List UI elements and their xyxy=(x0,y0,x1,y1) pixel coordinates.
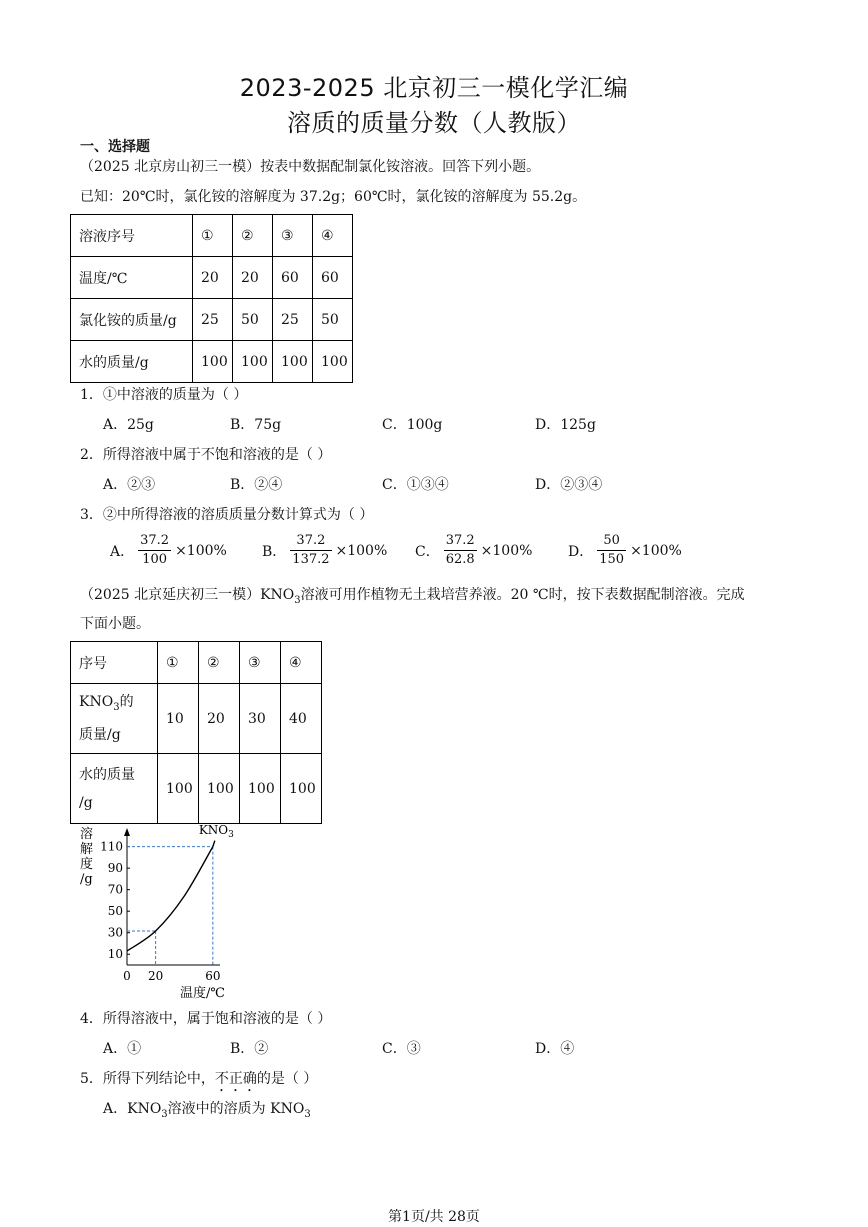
question-3-option-c[interactable] xyxy=(415,532,532,569)
table-header-cell: ① xyxy=(158,642,199,684)
y-axis-label-char: 度 xyxy=(80,857,94,872)
question-5-stem xyxy=(80,1068,317,1095)
table-row-label: 氯化铵的质量/g xyxy=(71,299,193,341)
numerator: 50 xyxy=(597,532,626,551)
group2-intro-line2: 下面小题。 xyxy=(80,616,150,632)
denominator: 62.8 xyxy=(445,552,475,567)
label-text: /g xyxy=(79,794,93,811)
table-cell: 100 xyxy=(273,341,313,383)
y-tick-label: 70 xyxy=(107,882,123,897)
x-tick-label: 0 xyxy=(123,969,131,983)
question-1-option-c[interactable]: C．100g xyxy=(382,417,443,433)
percent-suffix: ×100% xyxy=(480,542,533,559)
fraction xyxy=(597,532,626,569)
question-3-option-a[interactable] xyxy=(110,532,227,569)
subscript: 3 xyxy=(304,1108,311,1120)
table-header-cell: ③ xyxy=(273,215,313,257)
table-header-cell: 溶液序号 xyxy=(71,215,193,257)
y-tick-label: 30 xyxy=(107,925,123,940)
question-4-stem: 4．所得溶液中，属于饱和溶液的是（ ） xyxy=(80,1011,332,1027)
table-cell: 100 xyxy=(199,754,240,824)
percent-suffix: ×100% xyxy=(175,542,227,559)
option-label: C． xyxy=(415,543,440,560)
subscript: 3 xyxy=(113,701,120,713)
page-subtitle: 溶质的质量分数（人教版） xyxy=(287,109,581,137)
label-text: 质量/g xyxy=(79,727,121,744)
table-row-label: 水的质量/g xyxy=(71,341,193,383)
table-header-cell: ② xyxy=(233,215,273,257)
table-cell: 30 xyxy=(240,684,281,754)
question-2-stem: 2．所得溶液中属于不饱和溶液的是（ ） xyxy=(80,447,332,463)
option-text: A．KNO xyxy=(103,1101,162,1117)
table-header-cell: ② xyxy=(199,642,240,684)
table-row-label xyxy=(71,754,158,824)
question-2-option-c[interactable]: C．①③④ xyxy=(382,477,449,493)
table-header-cell: ① xyxy=(193,215,233,257)
nh4cl-table xyxy=(70,214,353,383)
question-2-option-a[interactable]: A．②③ xyxy=(103,477,156,493)
table-cell: 20 xyxy=(199,684,240,754)
fraction xyxy=(138,532,171,569)
question-3-option-b[interactable] xyxy=(262,532,387,569)
option-label: A． xyxy=(110,543,135,560)
group2-intro xyxy=(80,584,745,606)
table-cell: 100 xyxy=(313,341,353,383)
question-4-option-c[interactable]: C．③ xyxy=(382,1041,421,1057)
question-4-option-b[interactable]: B．② xyxy=(230,1041,269,1057)
x-axis-label: 温度/℃ xyxy=(180,986,225,1001)
table-cell: 100 xyxy=(281,754,322,824)
question-4-option-d[interactable]: D．④ xyxy=(535,1041,575,1057)
table-cell: 50 xyxy=(313,299,353,341)
label-text: KNO xyxy=(79,693,114,710)
x-tick-label: 60 xyxy=(205,969,221,983)
question-5-option-a[interactable] xyxy=(103,1098,311,1120)
group1-intro: （2025 北京房山初三一模）按表中数据配制氯化铵溶液。回答下列小题。 xyxy=(80,159,541,175)
denominator: 137.2 xyxy=(292,552,330,567)
question-3-option-d[interactable] xyxy=(568,532,682,569)
table-cell: 20 xyxy=(193,257,233,299)
question-1-option-a[interactable]: A．25g xyxy=(103,417,154,433)
y-tick-label: 10 xyxy=(107,947,123,962)
solubility-chart xyxy=(70,820,270,1001)
kno3-table xyxy=(70,641,322,824)
table-cell: 100 xyxy=(158,754,199,824)
table-row-label xyxy=(71,684,158,754)
table-row-label: 温度/℃ xyxy=(71,257,193,299)
question-1-option-d[interactable]: D．125g xyxy=(535,417,596,433)
table-header-cell: ③ xyxy=(240,642,281,684)
question-2-option-d[interactable]: D．②③④ xyxy=(535,477,603,493)
question-1-stem: 1．①中溶液的质量为（ ） xyxy=(80,387,248,403)
table-header-cell: ④ xyxy=(281,642,322,684)
table-header-cell: ④ xyxy=(313,215,353,257)
table-cell: 60 xyxy=(273,257,313,299)
kno3-solubility-curve xyxy=(127,841,215,951)
subscript: 3 xyxy=(294,594,301,606)
y-axis-label-char: 解 xyxy=(80,842,94,857)
y-tick-label: 110 xyxy=(100,839,123,854)
x-tick-label: 20 xyxy=(147,969,164,983)
percent-suffix: ×100% xyxy=(630,542,682,559)
y-tick-label: 50 xyxy=(107,904,123,919)
page-footer: 第1页/共 28页 xyxy=(388,1209,480,1225)
curve-label: $KNO_3$ xyxy=(198,823,234,840)
table-cell: 50 xyxy=(233,299,273,341)
denominator: 150 xyxy=(599,552,625,567)
page-title: 2023-2025 北京初三一模化学汇编 xyxy=(239,74,629,102)
stem-text: 的是（ ） xyxy=(256,1071,318,1087)
question-3-stem: 3．②中所得溶液的溶质质量分数计算式为（ ） xyxy=(80,507,374,523)
y-axis-arrow xyxy=(124,828,130,836)
fraction xyxy=(290,532,331,569)
emphasized-text: 不正确 xyxy=(214,1071,257,1087)
section-title: 一、选择题 xyxy=(80,139,150,155)
table-cell: 40 xyxy=(281,684,322,754)
option-label: D． xyxy=(568,543,594,560)
intro-text: （2025 北京延庆初三一模）KNO xyxy=(80,587,295,603)
stem-text: 5．所得下列结论中， xyxy=(80,1071,215,1087)
table-cell: 20 xyxy=(233,257,273,299)
option-text: 溶液中的溶质为 KNO xyxy=(167,1101,305,1117)
label-text: 水的质量 xyxy=(79,766,135,783)
fraction xyxy=(444,532,477,569)
percent-suffix: ×100% xyxy=(335,542,388,559)
numerator: 37.2 xyxy=(290,532,331,551)
y-tick-label: 90 xyxy=(107,861,123,876)
table-cell: 100 xyxy=(193,341,233,383)
denominator: 100 xyxy=(142,552,168,567)
question-4-option-a[interactable]: A．① xyxy=(103,1041,142,1057)
y-axis-label-char: 溶 xyxy=(80,827,94,842)
label-text: 的 xyxy=(119,693,134,710)
group1-known: 已知：20℃时，氯化铵的溶解度为 37.2g；60℃时，氯化铵的溶解度为 55.2g。 xyxy=(80,189,587,205)
numerator: 37.2 xyxy=(444,532,477,551)
option-label: B． xyxy=(262,543,287,560)
subscript: 3 xyxy=(161,1108,168,1120)
numerator: 37.2 xyxy=(138,532,171,551)
table-cell: 100 xyxy=(233,341,273,383)
question-2-option-b[interactable]: B．②④ xyxy=(230,477,283,493)
table-cell: 10 xyxy=(158,684,199,754)
table-cell: 100 xyxy=(240,754,281,824)
intro-text: 溶液可用作植物无土栽培营养液。20 ℃时，按下表数据配制溶液。完成 xyxy=(300,587,745,603)
question-1-option-b[interactable]: B．75g xyxy=(230,417,282,433)
table-cell: 25 xyxy=(193,299,233,341)
y-axis-label-char: /g xyxy=(80,872,93,887)
table-cell: 25 xyxy=(273,299,313,341)
table-header-cell: 序号 xyxy=(71,642,158,684)
table-cell: 60 xyxy=(313,257,353,299)
